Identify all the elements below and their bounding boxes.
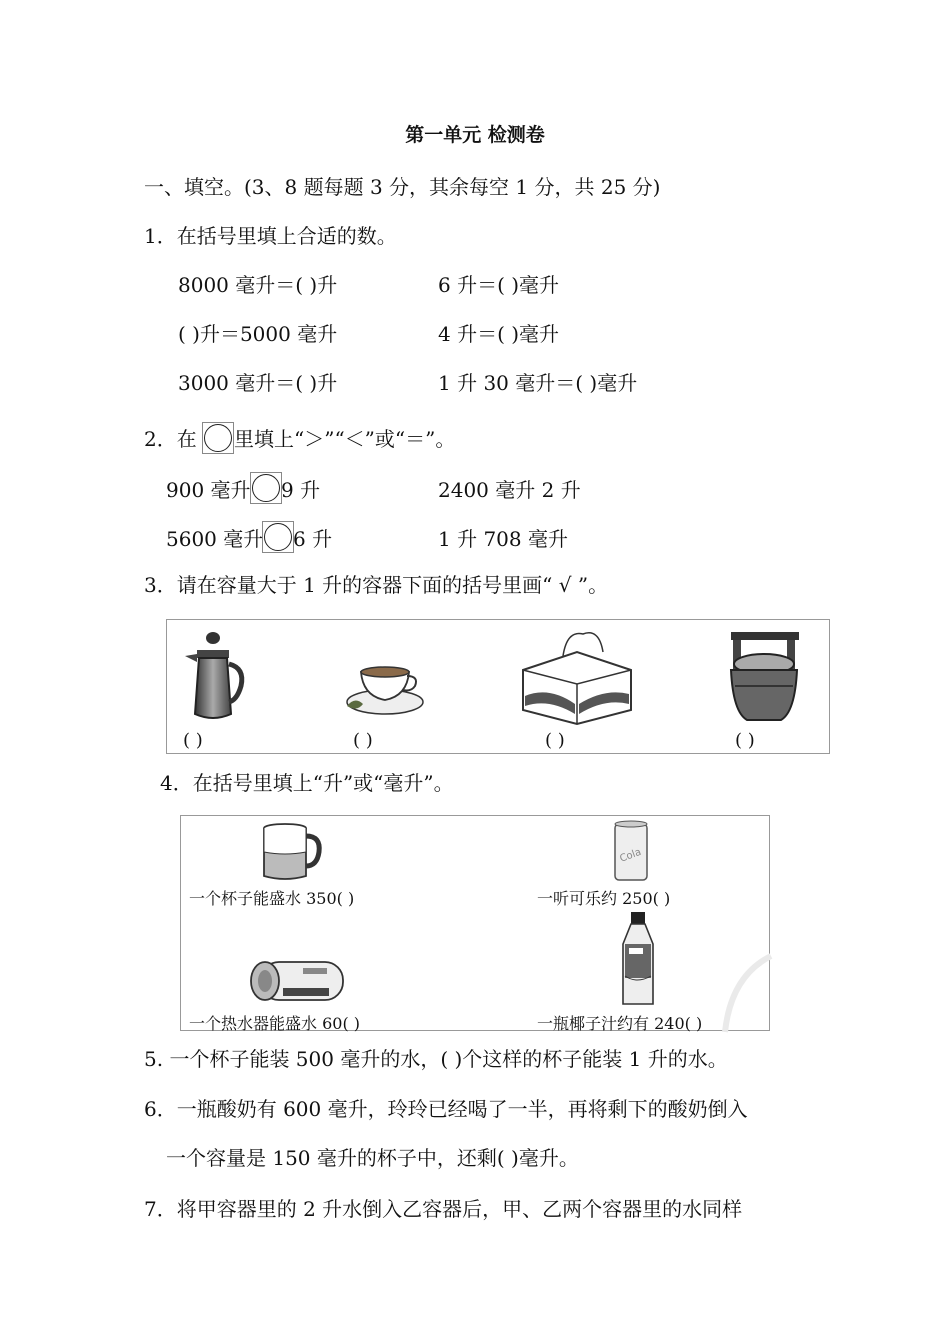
q2-b1: 2400 毫升 2 升	[438, 478, 581, 502]
q4-picture-panel	[180, 815, 770, 1031]
q1-row1-right: 6 升＝( )毫升	[438, 273, 560, 297]
question-3-stem: 3．请在容量大于 1 升的容器下面的括号里画“ √ ”。	[144, 573, 609, 597]
question-2-stem-suffix: 里填上“＞”“＜”或“＝”。	[234, 427, 456, 451]
cola-can-caption: 一听可乐约 250( )	[537, 889, 671, 908]
mug-icon	[261, 822, 325, 882]
q2-a2-left: 5600 毫升	[166, 527, 264, 551]
kettle-icon	[181, 630, 245, 725]
q1-row1-left: 8000 毫升＝( )升	[178, 273, 338, 297]
kettle-answer-paren[interactable]: ( )	[183, 730, 203, 751]
q2-a2-right: 6 升	[293, 527, 333, 551]
bucket-answer-paren[interactable]: ( )	[735, 730, 755, 751]
q1-row2-right: 4 升＝( )毫升	[438, 322, 560, 346]
water-heater-icon	[247, 958, 347, 1008]
cola-can-icon	[613, 820, 649, 884]
page-title: 第一单元 检测卷	[405, 124, 545, 146]
svg-text:Cola: Cola	[618, 846, 643, 865]
compare-circle-icon[interactable]	[252, 474, 280, 502]
coconut-juice-bottle-icon	[617, 910, 659, 1008]
teacup-icon	[343, 662, 427, 722]
corner-decoration-icon	[721, 956, 771, 1032]
question-5: 5. 一个杯子能装 500 毫升的水，( )个这样的杯子能装 1 升的水。	[144, 1047, 728, 1071]
question-1-stem: 1．在括号里填上合适的数。	[144, 224, 397, 248]
question-4-stem: 4．在括号里填上“升”或“毫升”。	[160, 771, 454, 795]
q2-a1-right: 9 升	[281, 478, 321, 502]
question-6-line2: 一个容量是 150 毫升的杯子中，还剩( )毫升。	[166, 1146, 579, 1170]
question-2-stem-prefix: 2．在	[144, 427, 197, 451]
tissue-box-icon	[519, 626, 635, 726]
teacup-answer-paren[interactable]: ( )	[353, 730, 373, 751]
coconut-juice-caption: 一瓶椰子汁约有 240( )	[537, 1014, 703, 1033]
section-heading: 一、填空。(3、8 题每题 3 分，其余每空 1 分，共 25 分)	[144, 175, 661, 199]
q1-row3-right: 1 升 30 毫升＝( )毫升	[438, 371, 638, 395]
water-heater-caption: 一个热水器能盛水 60( )	[189, 1014, 361, 1033]
tissue-box-answer-paren[interactable]: ( )	[545, 730, 565, 751]
q2-b2: 1 升 708 毫升	[438, 527, 568, 551]
bucket-icon	[725, 630, 805, 726]
q2-a1-left: 900 毫升	[166, 478, 251, 502]
mug-caption: 一个杯子能盛水 350( )	[189, 889, 355, 908]
compare-circle-icon	[204, 424, 232, 452]
q1-row3-left: 3000 毫升＝( )升	[178, 371, 338, 395]
question-7: 7．将甲容器里的 2 升水倒入乙容器后，甲、乙两个容器里的水同样	[144, 1197, 743, 1221]
q3-picture-panel	[166, 619, 830, 754]
q1-row2-left: ( )升＝5000 毫升	[178, 322, 338, 346]
question-6-line1: 6．一瓶酸奶有 600 毫升，玲玲已经喝了一半，再将剩下的酸奶倒入	[144, 1097, 748, 1121]
compare-circle-icon[interactable]	[264, 523, 292, 551]
